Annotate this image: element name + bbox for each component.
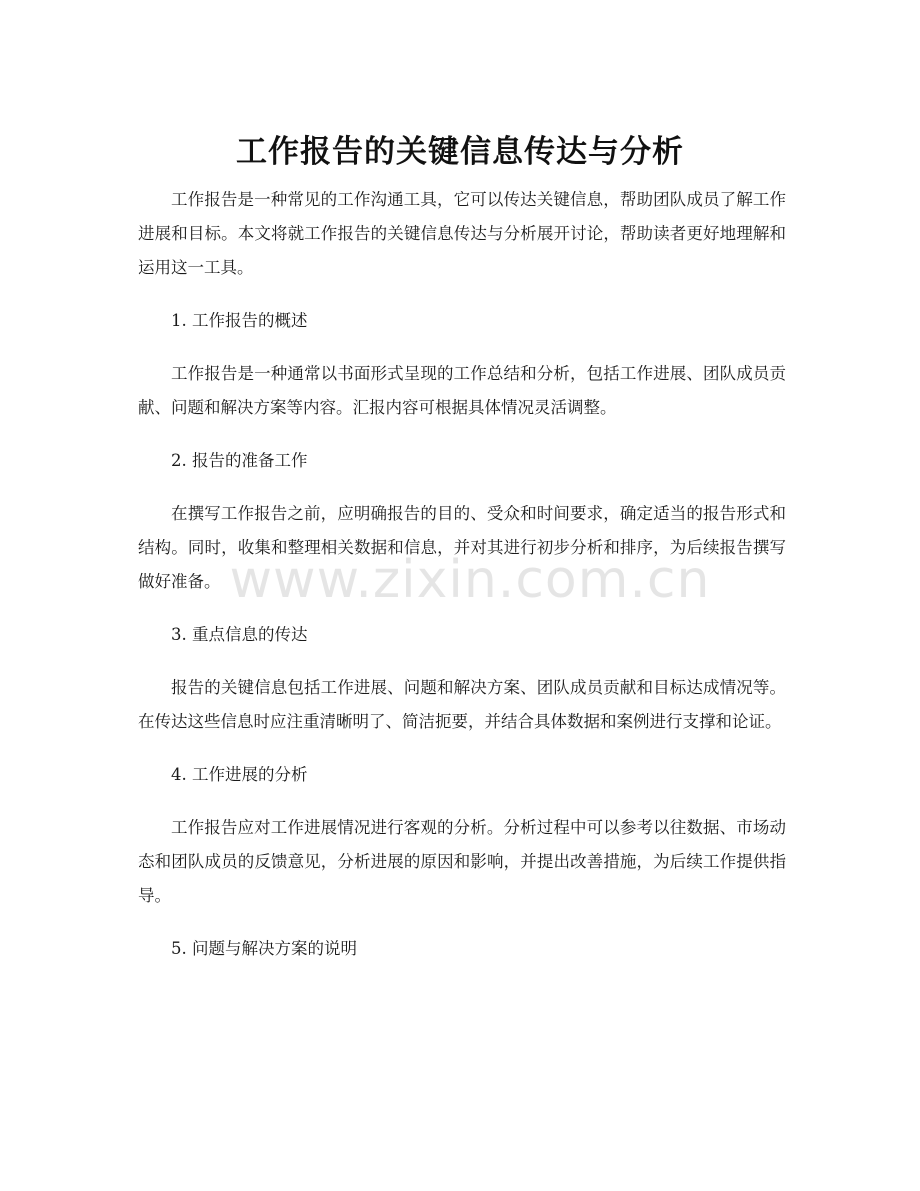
section-paragraph-4: 工作报告应对工作进展情况进行客观的分析。分析过程中可以参考以往数据、市场动态和团队成员的反馈意见，分析进展的原因和影响，并提出改善措施，为后续工作提供指导。 xyxy=(138,818,786,905)
section-paragraph-3: 报告的关键信息包括工作进展、问题和解决方案、团队成员贡献和目标达成情况等。在传达这些信息时应注重清晰明了、简洁扼要，并结合具体数据和案例进行支撑和论证。 xyxy=(138,678,786,731)
section-heading-5: 5. 问题与解决方案的说明 xyxy=(171,939,357,958)
watermark: www.zixin.com.cn xyxy=(229,550,711,610)
section-heading-3: 3. 重点信息的传达 xyxy=(171,625,308,644)
section-paragraph-1: 工作报告是一种通常以书面形式呈现的工作总结和分析，包括工作进展、团队成员贡献、问题和解决方案等内容。汇报内容可根据具体情况灵活调整。 xyxy=(138,364,786,417)
section-heading-2: 2. 报告的准备工作 xyxy=(171,451,308,470)
section-paragraph-2: 在撰写工作报告之前，应明确报告的目的、受众和时间要求，确定适当的报告形式和结构。同时，收集和整理相关数据和信息，并对其进行初步分析和排序，为后续报告撰写做好准备。 xyxy=(138,504,786,591)
page-title: 工作报告的关键信息传达与分析 xyxy=(236,133,684,170)
section-heading-4: 4. 工作进展的分析 xyxy=(171,765,308,784)
section-heading-1: 1. 工作报告的概述 xyxy=(171,311,308,330)
document-body xyxy=(138,183,786,985)
intro-paragraph: 工作报告是一种常见的工作沟通工具，它可以传达关键信息，帮助团队成员了解工作进展和目标。本文将就工作报告的关键信息传达与分析展开讨论，帮助读者更好地理解和运用这一工具。 xyxy=(138,190,786,277)
